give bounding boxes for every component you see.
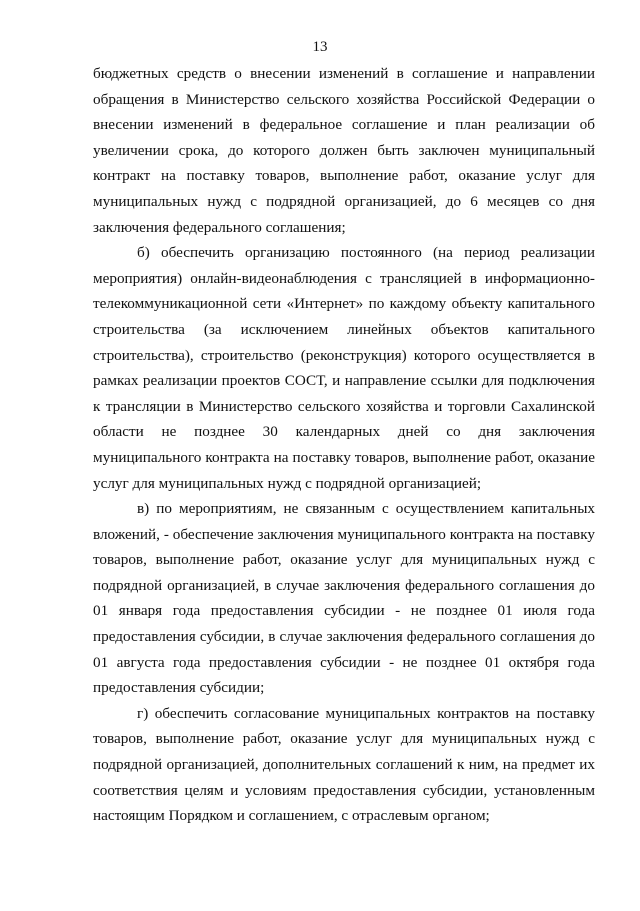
paragraph-v: в) по мероприятиям, не связанным с осуществлением капитальных вложений, - обеспечение заключения муниципального контракта на поставку товаров, выполнение работ, оказание услуг для муниципальных нужд с подрядной организацией, в случае заключения федерального соглашения до 01 января года предоставления субсидии - не позднее 01 июля года предоставления субсидии, в случае заключения федерального соглашения до 01 августа года предоставления субсидии - не позднее 01 октября года предоставления субсидии;: [93, 500, 595, 697]
paragraph-g: г) обеспечить согласование муниципальных контрактов на поставку товаров, выполнение работ, оказание услуг для муниципальных нужд с подрядной организацией, дополнительных соглашений к ним, на предмет их соответствия целям и условиям предоставления субсидии, установленным настоящим Порядком и соглашением, с отраслевым органом;: [93, 704, 595, 825]
paragraph-b: б) обеспечить организацию постоянного (на период реализации мероприятия) онлайн-видеонаблюдения с трансляцией в информационно-телекоммуникационной сети «Интернет» по каждому объекту капитального строительства (за исключением линейных объектов капитального строительства), строительство (реконструкция) которого осуществляется в рамках реализации проектов СОСТ, и направление ссылки для подключения к трансляции в Министерство сельского хозяйства и торговли Сахалинской области не позднее 30 календарных дней со дня заключения муниципального контракта на поставку товаров, выполнение работ, оказание услуг для муниципальных нужд с подрядной организацией;: [93, 244, 595, 492]
document-body: [93, 61, 595, 829]
paragraph-continuation: бюджетных средств о внесении изменений в соглашение и направлении обращения в Министерство сельского хозяйства Российской Федерации о внесении изменений в федеральное соглашение и план реализации об увеличении срока, до которого должен быть заключен муниципальный контракт на поставку товаров, выполнение работ, оказание услуг для муниципальных нужд с подрядной организацией, до 6 месяцев со дня заключения федерального соглашения;: [93, 65, 595, 236]
page-number: 13: [312, 39, 328, 55]
